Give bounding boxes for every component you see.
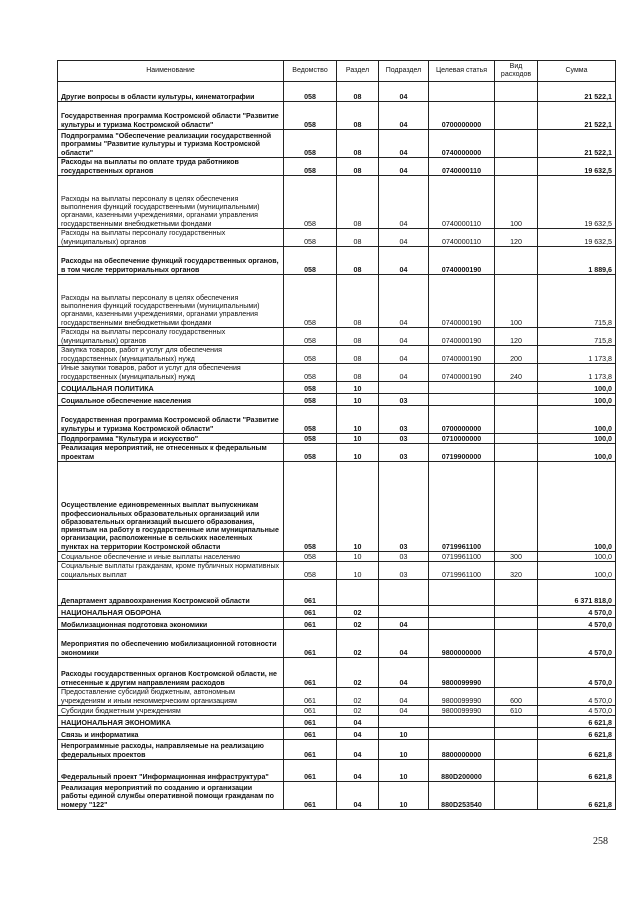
row-name: НАЦИОНАЛЬНАЯ ОБОРОНА	[58, 606, 284, 618]
row-amount: 21 522,1	[538, 82, 616, 102]
row-section: 04	[337, 760, 379, 782]
row-section: 08	[337, 158, 379, 176]
row-subsection: 10	[379, 728, 429, 740]
row-amount: 19 632,5	[538, 176, 616, 229]
row-name: СОЦИАЛЬНАЯ ПОЛИТИКА	[58, 382, 284, 394]
row-amount: 100,0	[538, 462, 616, 552]
row-expense-type	[495, 82, 538, 102]
row-name: Государственная программа Костромской области "Развитие культуры и туризма Костромской области"	[58, 102, 284, 130]
row-subsection	[379, 606, 429, 618]
row-department: 058	[284, 247, 337, 275]
row-name: Расходы на выплаты персоналу в целях обеспечения выполнения функций государственными (муниципальными) органами, казенными учреждениями, органами управления государственными внебюджетными фондами	[58, 275, 284, 328]
row-expense-type	[495, 444, 538, 462]
row-section: 02	[337, 618, 379, 630]
row-target-article	[429, 394, 495, 406]
row-expense-type	[495, 102, 538, 130]
row-expense-type	[495, 782, 538, 810]
row-section: 08	[337, 275, 379, 328]
row-target-article: 8800000000	[429, 740, 495, 760]
row-expense-type: 100	[495, 176, 538, 229]
table-row	[58, 688, 616, 706]
row-section: 08	[337, 229, 379, 247]
row-department: 061	[284, 630, 337, 658]
row-section: 08	[337, 176, 379, 229]
row-expense-type	[495, 580, 538, 606]
row-target-article: 9800000000	[429, 630, 495, 658]
row-name: Департамент здравоохранения Костромской области	[58, 580, 284, 606]
row-department: 061	[284, 658, 337, 688]
row-name: Федеральный проект "Информационная инфраструктура"	[58, 760, 284, 782]
row-name: Расходы на выплаты персоналу в целях обеспечения выполнения функций государственными (муниципальными) органами, казенными учреждениями, органами управления государственными внебюджетными фондами	[58, 176, 284, 229]
row-name: НАЦИОНАЛЬНАЯ ЭКОНОМИКА	[58, 716, 284, 728]
row-section: 08	[337, 102, 379, 130]
row-expense-type: 240	[495, 364, 538, 382]
row-amount: 21 522,1	[538, 102, 616, 130]
row-amount: 6 371 818,0	[538, 580, 616, 606]
row-target-article: 0700000000	[429, 102, 495, 130]
table-row	[58, 706, 616, 716]
row-expense-type	[495, 658, 538, 688]
row-section: 08	[337, 364, 379, 382]
row-target-article	[429, 382, 495, 394]
row-section: 02	[337, 688, 379, 706]
row-department: 058	[284, 552, 337, 562]
row-amount: 21 522,1	[538, 130, 616, 158]
row-section: 04	[337, 716, 379, 728]
table-row	[58, 562, 616, 580]
row-subsection: 04	[379, 158, 429, 176]
row-section: 10	[337, 562, 379, 580]
row-department: 061	[284, 580, 337, 606]
row-amount: 100,0	[538, 394, 616, 406]
col-header-target-article: Целевая статья	[429, 61, 495, 82]
row-section: 10	[337, 434, 379, 444]
row-amount: 4 570,0	[538, 658, 616, 688]
row-expense-type	[495, 716, 538, 728]
row-subsection: 03	[379, 552, 429, 562]
row-name: Расходы на выплаты персоналу государственных (муниципальных) органов	[58, 229, 284, 247]
row-department: 058	[284, 102, 337, 130]
row-expense-type	[495, 130, 538, 158]
row-subsection: 10	[379, 782, 429, 810]
row-department: 058	[284, 382, 337, 394]
row-department: 061	[284, 728, 337, 740]
table-row	[58, 176, 616, 229]
row-amount: 715,8	[538, 275, 616, 328]
row-amount: 4 570,0	[538, 630, 616, 658]
table-row	[58, 434, 616, 444]
row-name: Реализация мероприятий, не отнесенных к федеральным проектам	[58, 444, 284, 462]
col-header-name: Наименование	[58, 61, 284, 82]
row-target-article	[429, 716, 495, 728]
table-row	[58, 364, 616, 382]
row-target-article: 9800099990	[429, 658, 495, 688]
row-target-article: 0710000000	[429, 434, 495, 444]
row-section: 10	[337, 382, 379, 394]
row-target-article: 0740000190	[429, 328, 495, 346]
row-expense-type: 610	[495, 706, 538, 716]
row-name: Расходы государственных органов Костромской области, не отнесенные к другим направлениям расходов	[58, 658, 284, 688]
row-department: 061	[284, 782, 337, 810]
row-expense-type	[495, 740, 538, 760]
row-amount: 100,0	[538, 552, 616, 562]
row-department: 058	[284, 328, 337, 346]
page-number: 258	[593, 836, 608, 847]
col-header-expense-type: Вид расходов	[495, 61, 538, 82]
row-expense-type	[495, 760, 538, 782]
table-row	[58, 444, 616, 462]
table-row	[58, 716, 616, 728]
row-subsection: 03	[379, 462, 429, 552]
table-row	[58, 630, 616, 658]
row-target-article: 0740000110	[429, 158, 495, 176]
row-subsection: 04	[379, 346, 429, 364]
row-subsection: 03	[379, 434, 429, 444]
row-amount: 100,0	[538, 562, 616, 580]
row-name: Социальное обеспечение населения	[58, 394, 284, 406]
row-name: Непрограммные расходы, направляемые на реализацию федеральных проектов	[58, 740, 284, 760]
row-subsection: 03	[379, 562, 429, 580]
row-section: 10	[337, 394, 379, 406]
row-subsection	[379, 716, 429, 728]
row-amount: 4 570,0	[538, 618, 616, 630]
row-expense-type	[495, 462, 538, 552]
row-expense-type: 300	[495, 552, 538, 562]
row-name: Иные закупки товаров, работ и услуг для обеспечения государственных (муниципальных) нужд	[58, 364, 284, 382]
row-target-article: 9800099990	[429, 688, 495, 706]
row-target-article	[429, 82, 495, 102]
row-expense-type: 600	[495, 688, 538, 706]
row-amount: 19 632,5	[538, 229, 616, 247]
table-header-row	[58, 61, 616, 82]
row-expense-type	[495, 382, 538, 394]
row-section: 08	[337, 247, 379, 275]
table-row	[58, 102, 616, 130]
row-expense-type	[495, 728, 538, 740]
row-department: 058	[284, 176, 337, 229]
row-name: Предоставление субсидий бюджетным, автономным учреждениям и иным некоммерческим организациям	[58, 688, 284, 706]
row-department: 061	[284, 688, 337, 706]
row-expense-type	[495, 158, 538, 176]
row-expense-type: 320	[495, 562, 538, 580]
row-expense-type: 120	[495, 229, 538, 247]
row-target-article: 0740000190	[429, 346, 495, 364]
row-section: 04	[337, 782, 379, 810]
row-amount: 100,0	[538, 406, 616, 434]
row-target-article	[429, 618, 495, 630]
row-department: 061	[284, 706, 337, 716]
row-target-article: 9800099990	[429, 706, 495, 716]
row-department: 061	[284, 618, 337, 630]
row-department: 058	[284, 364, 337, 382]
row-target-article: 0740000000	[429, 130, 495, 158]
row-department: 058	[284, 130, 337, 158]
row-section: 08	[337, 130, 379, 158]
row-subsection: 04	[379, 706, 429, 716]
row-section: 04	[337, 728, 379, 740]
table-row	[58, 462, 616, 552]
row-target-article: 0700000000	[429, 406, 495, 434]
row-expense-type	[495, 606, 538, 618]
row-name: Расходы на выплаты персоналу государственных (муниципальных) органов	[58, 328, 284, 346]
table-body	[58, 82, 616, 810]
table-row	[58, 618, 616, 630]
table-row	[58, 552, 616, 562]
row-target-article: 0740000190	[429, 364, 495, 382]
row-department: 058	[284, 82, 337, 102]
row-section: 10	[337, 462, 379, 552]
row-target-article	[429, 580, 495, 606]
row-expense-type: 120	[495, 328, 538, 346]
row-department: 061	[284, 760, 337, 782]
row-subsection: 10	[379, 740, 429, 760]
row-department: 058	[284, 462, 337, 552]
row-expense-type	[495, 247, 538, 275]
table-row	[58, 229, 616, 247]
row-department: 061	[284, 740, 337, 760]
row-section: 04	[337, 740, 379, 760]
row-amount: 4 570,0	[538, 706, 616, 716]
row-section: 02	[337, 606, 379, 618]
row-name: Подпрограмма "Культура и искусство"	[58, 434, 284, 444]
row-amount: 1 173,8	[538, 346, 616, 364]
row-amount: 6 621,8	[538, 716, 616, 728]
row-department: 061	[284, 716, 337, 728]
row-subsection: 04	[379, 102, 429, 130]
row-department: 058	[284, 346, 337, 364]
row-expense-type	[495, 406, 538, 434]
row-name: Расходы на выплаты по оплате труда работников государственных органов	[58, 158, 284, 176]
table-row	[58, 158, 616, 176]
row-department: 058	[284, 562, 337, 580]
row-name: Реализация мероприятий по созданию и организации работы единой службы оперативной помощи гражданам по номеру "122"	[58, 782, 284, 810]
row-expense-type	[495, 394, 538, 406]
table-row	[58, 740, 616, 760]
row-subsection: 03	[379, 406, 429, 434]
table-row	[58, 606, 616, 618]
row-section: 10	[337, 552, 379, 562]
row-subsection: 04	[379, 658, 429, 688]
table-row	[58, 728, 616, 740]
table-row	[58, 394, 616, 406]
row-amount: 1 889,6	[538, 247, 616, 275]
row-expense-type: 200	[495, 346, 538, 364]
row-section: 08	[337, 82, 379, 102]
row-subsection	[379, 382, 429, 394]
row-subsection: 03	[379, 394, 429, 406]
row-name: Связь и информатика	[58, 728, 284, 740]
row-subsection: 04	[379, 229, 429, 247]
table-row	[58, 346, 616, 364]
row-department: 058	[284, 158, 337, 176]
table-row	[58, 760, 616, 782]
row-department: 058	[284, 434, 337, 444]
row-section: 08	[337, 346, 379, 364]
row-name: Мероприятия по обеспечению мобилизационной готовности экономики	[58, 630, 284, 658]
row-section: 02	[337, 658, 379, 688]
row-subsection: 04	[379, 364, 429, 382]
row-subsection: 04	[379, 630, 429, 658]
row-amount: 100,0	[538, 444, 616, 462]
row-amount: 4 570,0	[538, 606, 616, 618]
table-row	[58, 247, 616, 275]
row-department: 058	[284, 406, 337, 434]
row-amount: 6 621,8	[538, 760, 616, 782]
row-target-article: 0719961100	[429, 462, 495, 552]
table-row	[58, 406, 616, 434]
row-name: Расходы на обеспечение функций государственных органов, в том числе территориальных органов	[58, 247, 284, 275]
row-subsection: 04	[379, 176, 429, 229]
row-target-article: 880D253540	[429, 782, 495, 810]
row-name: Субсидии бюджетным учреждениям	[58, 706, 284, 716]
table-row	[58, 328, 616, 346]
row-amount: 4 570,0	[538, 688, 616, 706]
col-header-amount: Сумма	[538, 61, 616, 82]
row-subsection: 04	[379, 688, 429, 706]
row-name: Мобилизационная подготовка экономики	[58, 618, 284, 630]
row-department: 058	[284, 229, 337, 247]
row-target-article	[429, 728, 495, 740]
row-target-article: 0740000110	[429, 229, 495, 247]
row-amount: 19 632,5	[538, 158, 616, 176]
row-department: 058	[284, 444, 337, 462]
row-subsection: 04	[379, 247, 429, 275]
row-name: Государственная программа Костромской области "Развитие культуры и туризма Костромской области"	[58, 406, 284, 434]
row-section	[337, 580, 379, 606]
row-name: Социальные выплаты гражданам, кроме публичных нормативных социальных выплат	[58, 562, 284, 580]
row-target-article: 880D200000	[429, 760, 495, 782]
table-row	[58, 382, 616, 394]
row-target-article: 0719961100	[429, 552, 495, 562]
row-expense-type	[495, 434, 538, 444]
row-name: Закупка товаров, работ и услуг для обеспечения государственных (муниципальных) нужд	[58, 346, 284, 364]
row-section: 10	[337, 444, 379, 462]
row-amount: 6 621,8	[538, 782, 616, 810]
row-target-article: 0740000110	[429, 176, 495, 229]
table-row	[58, 580, 616, 606]
col-header-subsection: Подраздел	[379, 61, 429, 82]
row-name: Осуществление единовременных выплат выпускникам профессиональных образовательных организаций или образовательных организаций высшего образования, принятым на работу в государственные или муниципальные организации, расположенные в сельских населенных пунктах на территории Костромской области	[58, 462, 284, 552]
row-target-article: 0740000190	[429, 247, 495, 275]
budget-table	[57, 60, 616, 810]
row-section: 10	[337, 406, 379, 434]
row-section: 02	[337, 630, 379, 658]
row-subsection: 04	[379, 328, 429, 346]
row-amount: 100,0	[538, 434, 616, 444]
row-target-article: 0719961100	[429, 562, 495, 580]
table-row	[58, 275, 616, 328]
row-subsection: 04	[379, 82, 429, 102]
row-amount: 100,0	[538, 382, 616, 394]
row-expense-type	[495, 618, 538, 630]
table-row	[58, 82, 616, 102]
row-section: 08	[337, 328, 379, 346]
row-subsection: 10	[379, 760, 429, 782]
row-expense-type: 100	[495, 275, 538, 328]
row-department: 061	[284, 606, 337, 618]
row-expense-type	[495, 630, 538, 658]
row-amount: 715,8	[538, 328, 616, 346]
row-section: 02	[337, 706, 379, 716]
table-row	[58, 130, 616, 158]
row-target-article	[429, 606, 495, 618]
row-subsection: 04	[379, 130, 429, 158]
row-subsection: 04	[379, 275, 429, 328]
row-amount: 6 621,8	[538, 728, 616, 740]
row-amount: 1 173,8	[538, 364, 616, 382]
table-row	[58, 782, 616, 810]
row-name: Подпрограмма "Обеспечение реализации государственной программы "Развитие культуры и туризма Костромской области"	[58, 130, 284, 158]
row-subsection	[379, 580, 429, 606]
row-name: Социальное обеспечение и иные выплаты населению	[58, 552, 284, 562]
row-amount: 6 621,8	[538, 740, 616, 760]
row-name: Другие вопросы в области культуры, кинематографии	[58, 82, 284, 102]
col-header-section: Раздел	[337, 61, 379, 82]
row-department: 058	[284, 394, 337, 406]
col-header-department: Ведомство	[284, 61, 337, 82]
row-target-article: 0719900000	[429, 444, 495, 462]
row-department: 058	[284, 275, 337, 328]
row-subsection: 03	[379, 444, 429, 462]
row-target-article: 0740000190	[429, 275, 495, 328]
row-subsection: 04	[379, 618, 429, 630]
table-row	[58, 658, 616, 688]
